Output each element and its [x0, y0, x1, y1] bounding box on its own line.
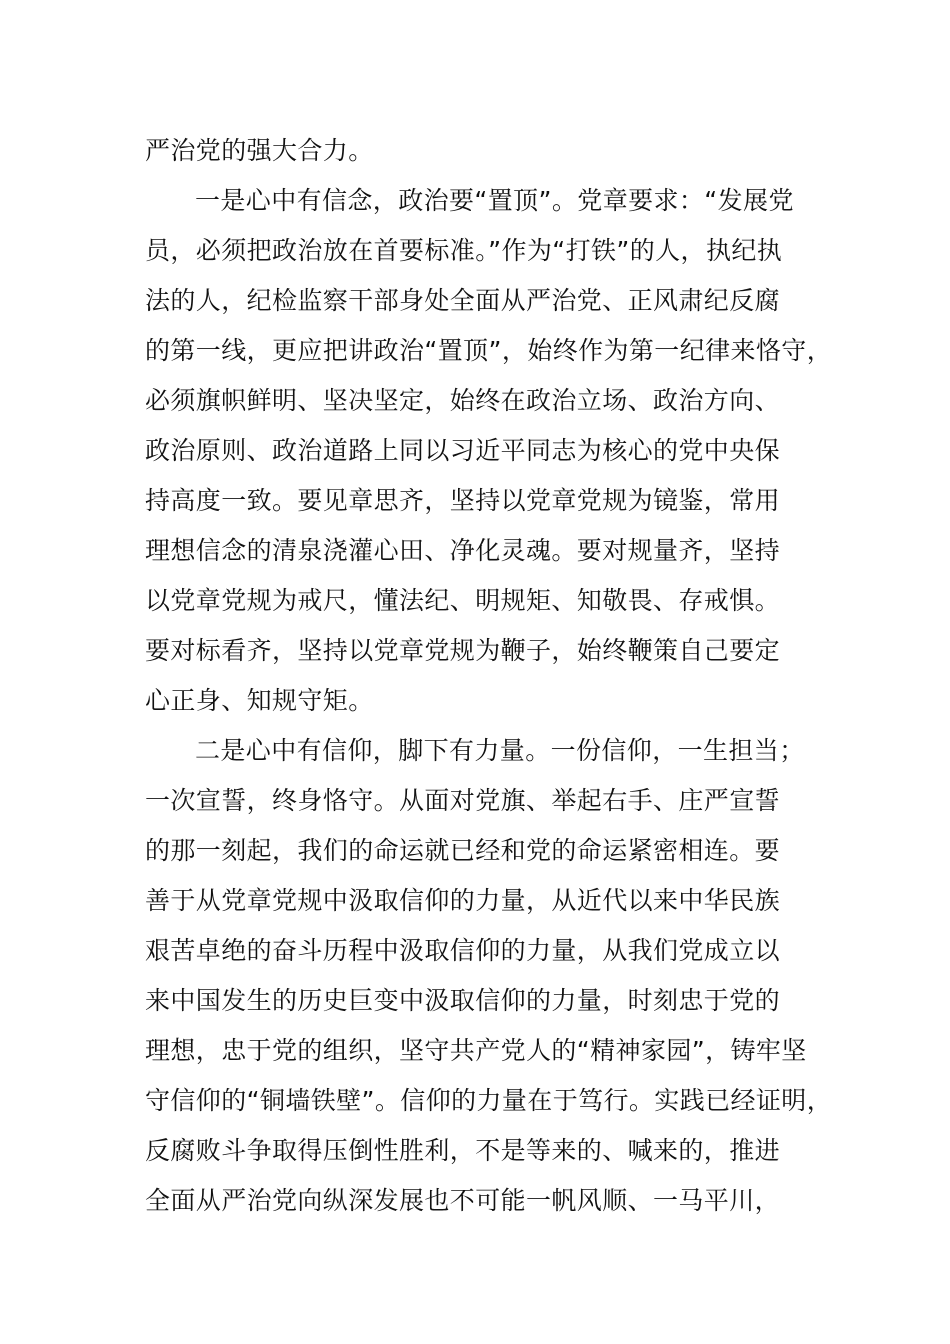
text-line: 必须旗帜鲜明、坚决坚定，始终在政治立场、政治方向、 [145, 386, 781, 415]
text-line: 来中国发生的历史巨变中汲取信仰的力量，时刻忠于党的 [145, 986, 781, 1015]
text-line: 二是心中有信仰，脚下有力量。一份信仰，一生担当； [195, 736, 805, 765]
text-line: 理想，忠于党的组织，坚守共产党人的“精神家园”，铸牢坚 [145, 1036, 807, 1065]
text-line: 以党章党规为戒尺，懂法纪、明规矩、知敬畏、存戒惧。 [145, 586, 781, 615]
text-line: 法的人，纪检监察干部身处全面从严治党、正风肃纪反腐 [145, 286, 781, 315]
text-line: 善于从党章党规中汲取信仰的力量，从近代以来中华民族 [145, 886, 781, 915]
paragraph-continuation [145, 126, 835, 176]
text-line: 的第一线，更应把讲政治“置顶”，始终作为第一纪律来恪守， [145, 336, 833, 365]
text-line: 持高度一致。要见章思齐，坚持以党章党规为镜鉴，常用 [145, 486, 781, 515]
text-line: 的那一刻起，我们的命运就已经和党的命运紧密相连。要 [145, 836, 781, 865]
text-line: 全面从严治党向纵深发展也不可能一帆风顺、一马平川， [145, 1186, 781, 1215]
paragraph-two-faith [145, 726, 835, 1226]
text-line: 严治党的强大合力。 [145, 136, 374, 165]
text-line: 守信仰的“铜墙铁壁”。信仰的力量在于笃行。实践已经证明， [145, 1086, 833, 1115]
text-line: 理想信念的清泉浇灌心田、净化灵魂。要对规量齐，坚持 [145, 536, 781, 565]
text-line: 一是心中有信念，政治要“置顶”。党章要求：“发展党 [195, 186, 794, 215]
document-body [145, 126, 835, 1226]
text-line: 心正身、知规守矩。 [145, 686, 374, 715]
text-line: 要对标看齐，坚持以党章党规为鞭子，始终鞭策自己要定 [145, 636, 781, 665]
text-line: 政治原则、政治道路上同以习近平同志为核心的党中央保 [145, 436, 781, 465]
text-line: 艰苦卓绝的奋斗历程中汲取信仰的力量，从我们党成立以 [145, 936, 781, 965]
text-line: 一次宣誓，终身恪守。从面对党旗、举起右手、庄严宣誓 [145, 786, 781, 815]
text-line: 反腐败斗争取得压倒性胜利，不是等来的、喊来的，推进 [145, 1136, 781, 1165]
text-line: 员，必须把政治放在首要标准。”作为“打铁”的人，执纪执 [145, 236, 783, 265]
paragraph-one-belief [145, 176, 835, 726]
